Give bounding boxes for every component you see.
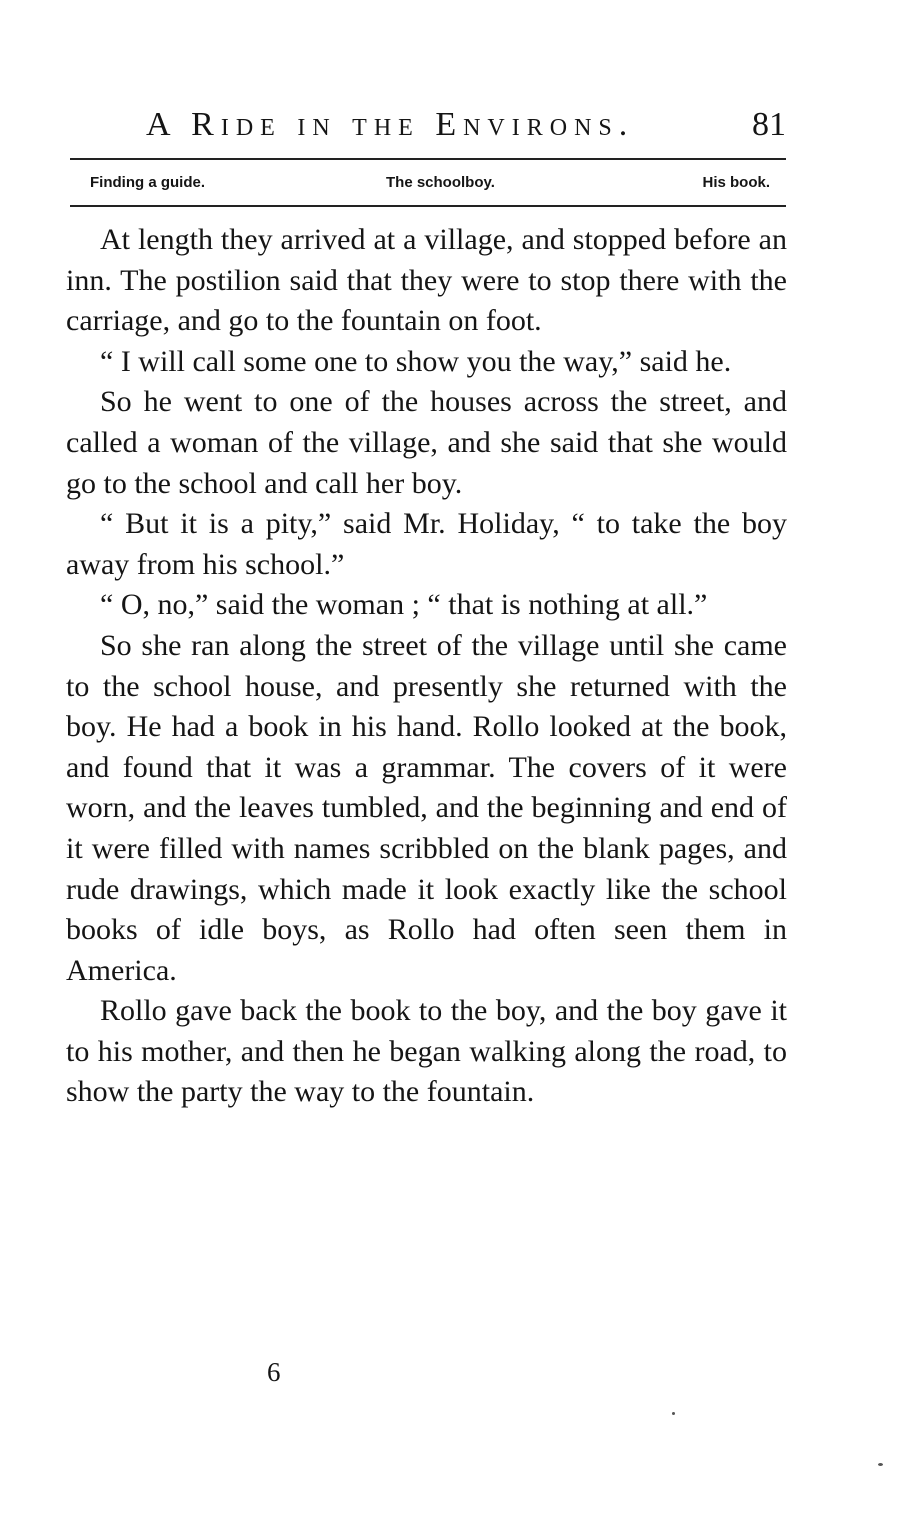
chapter-subheads [90,172,770,194]
subhead-finding-guide: Finding a guide. [90,174,205,191]
paragraph-schoolboy-book: So she ran along the street of the village until she came to the school house, and presently she returned with the boy. He had a book in his hand. Rollo looked at the book, and found that it was a grammar. The covers of it were worn, and the leaves tumbled, and the beginning and end of it were filled with names scribbled on the blank pages, and rude drawings, which made it look exactly like the school books of idle boys, as Rollo had often seen them in America. [66,628,787,987]
printer-signature: 6 [267,1357,281,1387]
page-number: 81 [752,106,786,143]
paper-speck [878,1463,883,1466]
subhead-schoolboy: The schoolboy. [386,174,495,191]
paragraph-woman-reply: “ O, no,” said the woman ; “ that is nothing at all.” [100,588,708,622]
paragraph-mr-holiday-quote: “ But it is a pity,” said Mr. Holiday, “ to take the boy away from his school.” [66,507,787,581]
running-title: A Ride in the Environs. [146,106,635,143]
paragraph-arrival: At length they arrived at a village, and stopped before an inn. The postilion said that they were to stop there with the carriage, and go to the fountain on foot. [66,223,787,338]
subhead-his-book: His book. [702,174,770,191]
header-top-rule [70,158,786,160]
header-bottom-rule [70,205,786,207]
paragraph-road-to-fountain: Rollo gave back the book to the boy, and the boy gave it to his mother, and then he began walking along the road, to show the party the way to the fountain. [66,994,787,1109]
body-text [66,220,787,1113]
paragraph-woman-called: So he went to one of the houses across the street, and called a woman of the village, and she said that she would go to the school and call her boy. [66,385,787,500]
paper-speck [672,1412,675,1415]
running-header [146,104,786,146]
paragraph-postilion-quote: “ I will call some one to show you the way,” said he. [100,344,732,378]
